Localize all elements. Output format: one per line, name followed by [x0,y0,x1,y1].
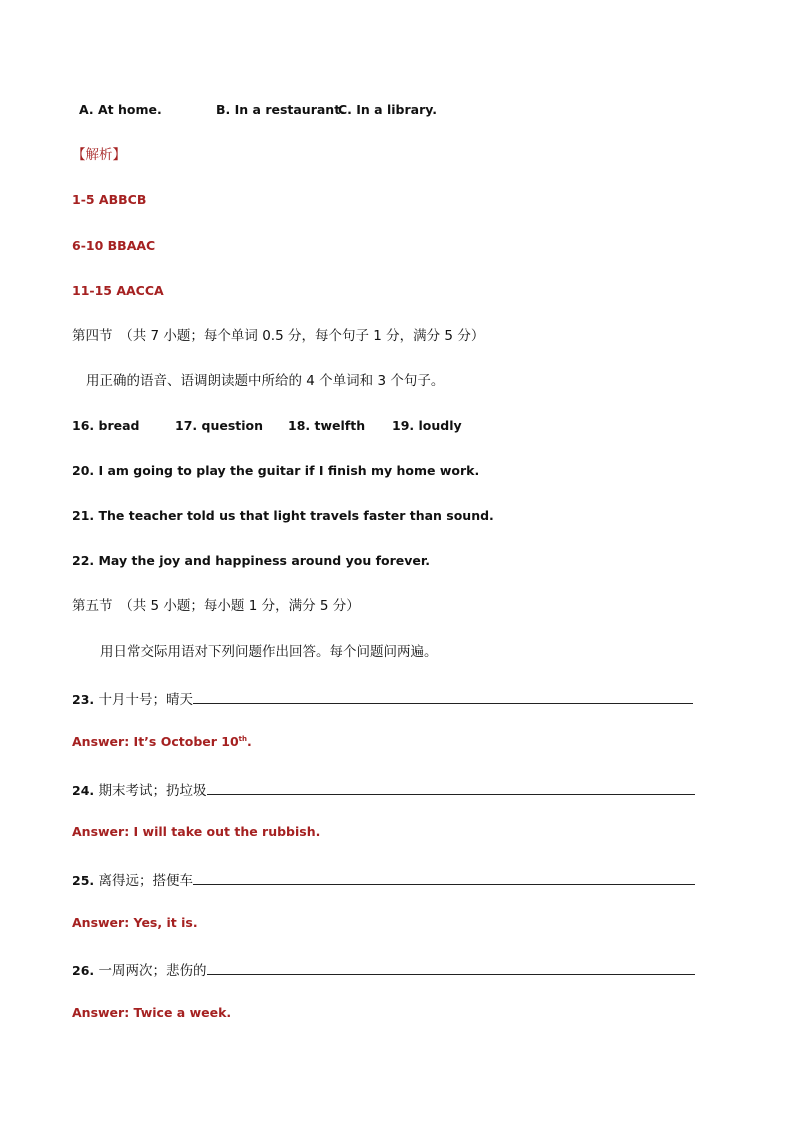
section4-instruction: 用正确的语音、语调朗读题中所给的 4 个单词和 3 个句子。 [86,373,445,389]
answer-23 [72,734,252,750]
section5-instruction: 用日常交际用语对下列问题作出回答。每个问题问两遍。 [100,644,438,660]
option-c: C. In a library. [338,102,437,117]
word-18: 18. twelfth [288,418,366,433]
answer-blank-line[interactable] [207,780,695,795]
option-b: B. In a restaurant. [216,102,345,117]
answer-blank-line[interactable] [207,960,695,975]
sentence-22: 22. May the joy and happiness around you forever. [72,553,431,568]
answer-key-11-15: 11-15 AACCA [72,283,164,298]
question-26 [72,960,695,979]
answer-key-6-10: 6-10 BBAAC [72,238,156,253]
word-19: 19. loudly [392,418,462,433]
answer-blank-line[interactable] [193,689,693,704]
question-number: 23. [72,692,95,707]
word-17: 17. question [175,418,264,433]
question-prompt: 十月十号；晴天 [98,692,194,708]
question-prompt: 一周两次；悲伤的 [98,963,207,979]
question-number: 26. [72,963,95,978]
question-23 [72,689,693,708]
question-prompt: 离得远；搭便车 [98,873,194,889]
question-number: 24. [72,783,95,798]
section5-title: 第五节 （共 5 小题；每小题 1 分，满分 5 分） [72,598,360,614]
sentence-20: 20. I am going to play the guitar if I finish my home work. [72,463,480,478]
word-16: 16. bread [72,418,140,433]
answer-period: . [247,734,252,749]
answer-text: Answer: It’s October 10 [72,734,239,749]
question-prompt: 期末考试；扔垃圾 [98,783,207,799]
option-a: A. At home. [79,102,162,117]
analysis-heading: 【解析】 [72,147,126,163]
answer-key-1-5: 1-5 ABBCB [72,192,147,207]
answer-25: Answer: Yes, it is. [72,915,198,930]
answer-26: Answer: Twice a week. [72,1005,232,1020]
question-number: 25. [72,873,95,888]
question-24 [72,780,695,799]
sentence-21: 21. The teacher told us that light travels faster than sound. [72,508,494,523]
answer-blank-line[interactable] [193,870,695,885]
answer-24: Answer: I will take out the rubbish. [72,824,321,839]
answer-superscript: th [238,734,248,743]
section4-title: 第四节 （共 7 小题；每个单词 0.5 分，每个句子 1 分，满分 5 分） [72,328,485,344]
question-25 [72,870,695,889]
